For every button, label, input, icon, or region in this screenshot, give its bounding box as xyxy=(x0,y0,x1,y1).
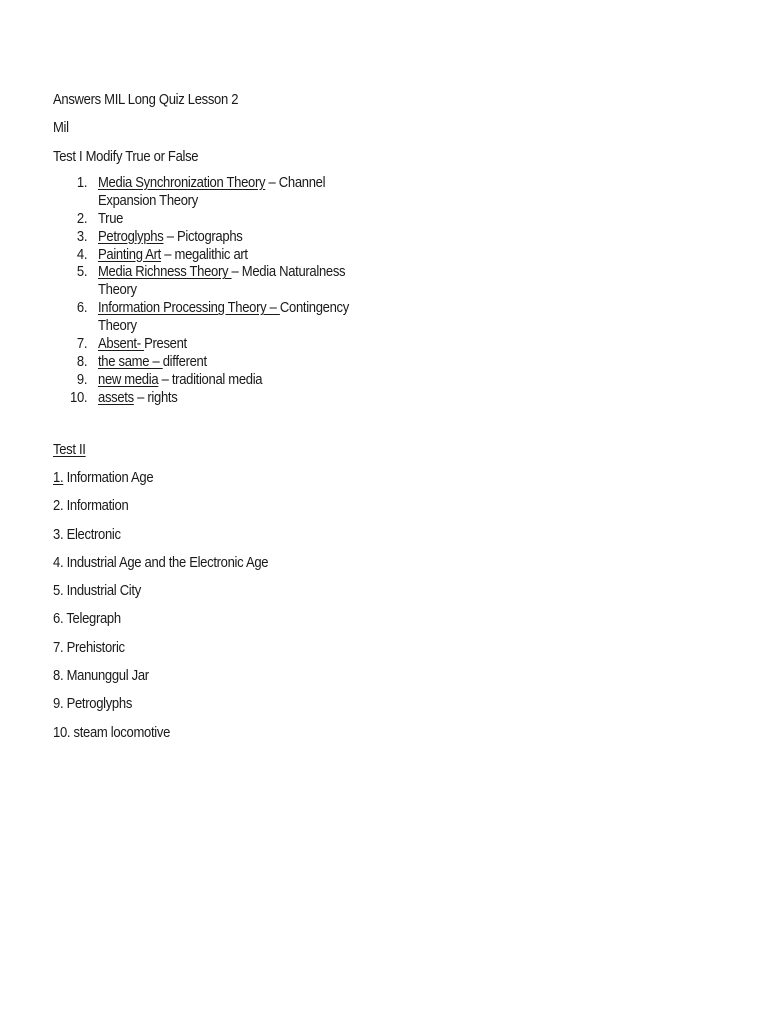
item-number: 1. xyxy=(76,174,88,191)
list-item xyxy=(53,666,431,686)
test1-heading: Test I Modify True or False xyxy=(53,148,199,165)
item-text: – Pictographs xyxy=(163,228,243,245)
document-title: Answers MIL Long Quiz Lesson 2 xyxy=(53,92,239,108)
section-spacer xyxy=(53,408,431,440)
item-underlined-text: assets xyxy=(98,389,134,406)
item-text: – rights xyxy=(133,389,178,406)
item-underlined-text: Painting Art xyxy=(98,246,161,263)
item-number: 4. xyxy=(76,246,88,263)
item-text: Telegraph xyxy=(63,611,121,628)
subject-label: Mil xyxy=(53,120,69,137)
list-item xyxy=(53,354,368,372)
item-number: 3. xyxy=(53,526,64,543)
item-number: 10. xyxy=(53,724,71,741)
item-underlined-text: Media Synchronization Theory xyxy=(98,174,266,191)
item-number: 3. xyxy=(76,228,88,245)
item-number: 8. xyxy=(53,668,64,685)
item-underlined-text: the same – xyxy=(98,353,163,370)
item-underlined-text: Absent- xyxy=(98,336,145,353)
list-item xyxy=(53,581,431,601)
item-text: Manunggul Jar xyxy=(63,668,149,685)
item-text: – Channel Expansion Theory xyxy=(98,174,326,209)
item-text: Industrial City xyxy=(63,583,141,600)
item-number: 8. xyxy=(76,353,88,370)
list-item xyxy=(53,468,431,488)
list-item xyxy=(53,609,431,629)
item-underlined-text: Petroglyphs xyxy=(98,228,164,245)
item-number: 2. xyxy=(76,210,88,227)
item-number: 6. xyxy=(53,611,64,628)
list-item xyxy=(53,211,368,229)
list-item xyxy=(53,247,368,265)
list-item xyxy=(53,723,431,743)
list-item xyxy=(53,300,368,336)
item-text: Present xyxy=(144,336,187,353)
list-item xyxy=(53,336,368,354)
list-item xyxy=(53,496,431,516)
item-text: different xyxy=(162,353,207,370)
item-number: 5. xyxy=(53,583,64,600)
item-text: True xyxy=(98,210,124,227)
item-text: – traditional media xyxy=(158,371,263,388)
item-text: steam locomotive xyxy=(70,724,171,741)
item-text: – megalithic art xyxy=(160,246,248,263)
item-text: Prehistoric xyxy=(63,639,125,656)
item-text: Information Age xyxy=(63,469,154,486)
item-text: Petroglyphs xyxy=(63,696,133,713)
list-item xyxy=(53,694,431,714)
item-number: 5. xyxy=(76,264,88,281)
item-number: 7. xyxy=(76,336,88,353)
list-item xyxy=(53,525,431,545)
item-text: Contingency Theory xyxy=(98,300,349,335)
list-item xyxy=(53,264,368,300)
item-number: 6. xyxy=(76,300,88,317)
test1-answer-list xyxy=(53,175,431,408)
item-text: Industrial Age and the Electronic Age xyxy=(63,554,269,571)
item-number: 10. xyxy=(70,389,88,406)
item-number: 9. xyxy=(53,696,64,713)
item-number: 9. xyxy=(76,371,88,388)
list-item xyxy=(53,553,431,573)
list-item xyxy=(53,229,368,247)
list-item xyxy=(53,175,368,211)
list-item xyxy=(53,638,431,658)
document-body xyxy=(53,90,431,751)
test2-heading: Test II xyxy=(53,441,86,458)
item-text: – Media Naturalness Theory xyxy=(98,264,346,299)
item-number: 4. xyxy=(53,554,64,571)
item-number: 2. xyxy=(53,498,64,515)
item-text: Electronic xyxy=(63,526,121,543)
list-item xyxy=(53,390,368,408)
item-number: 7. xyxy=(53,639,64,656)
item-underlined-text: Media Richness Theory xyxy=(98,264,232,281)
item-number: 1. xyxy=(53,469,64,486)
item-underlined-text: new media xyxy=(98,371,159,388)
item-underlined-text: Information Processing Theory – xyxy=(98,300,280,317)
list-item xyxy=(53,372,368,390)
item-text: Information xyxy=(63,498,129,515)
